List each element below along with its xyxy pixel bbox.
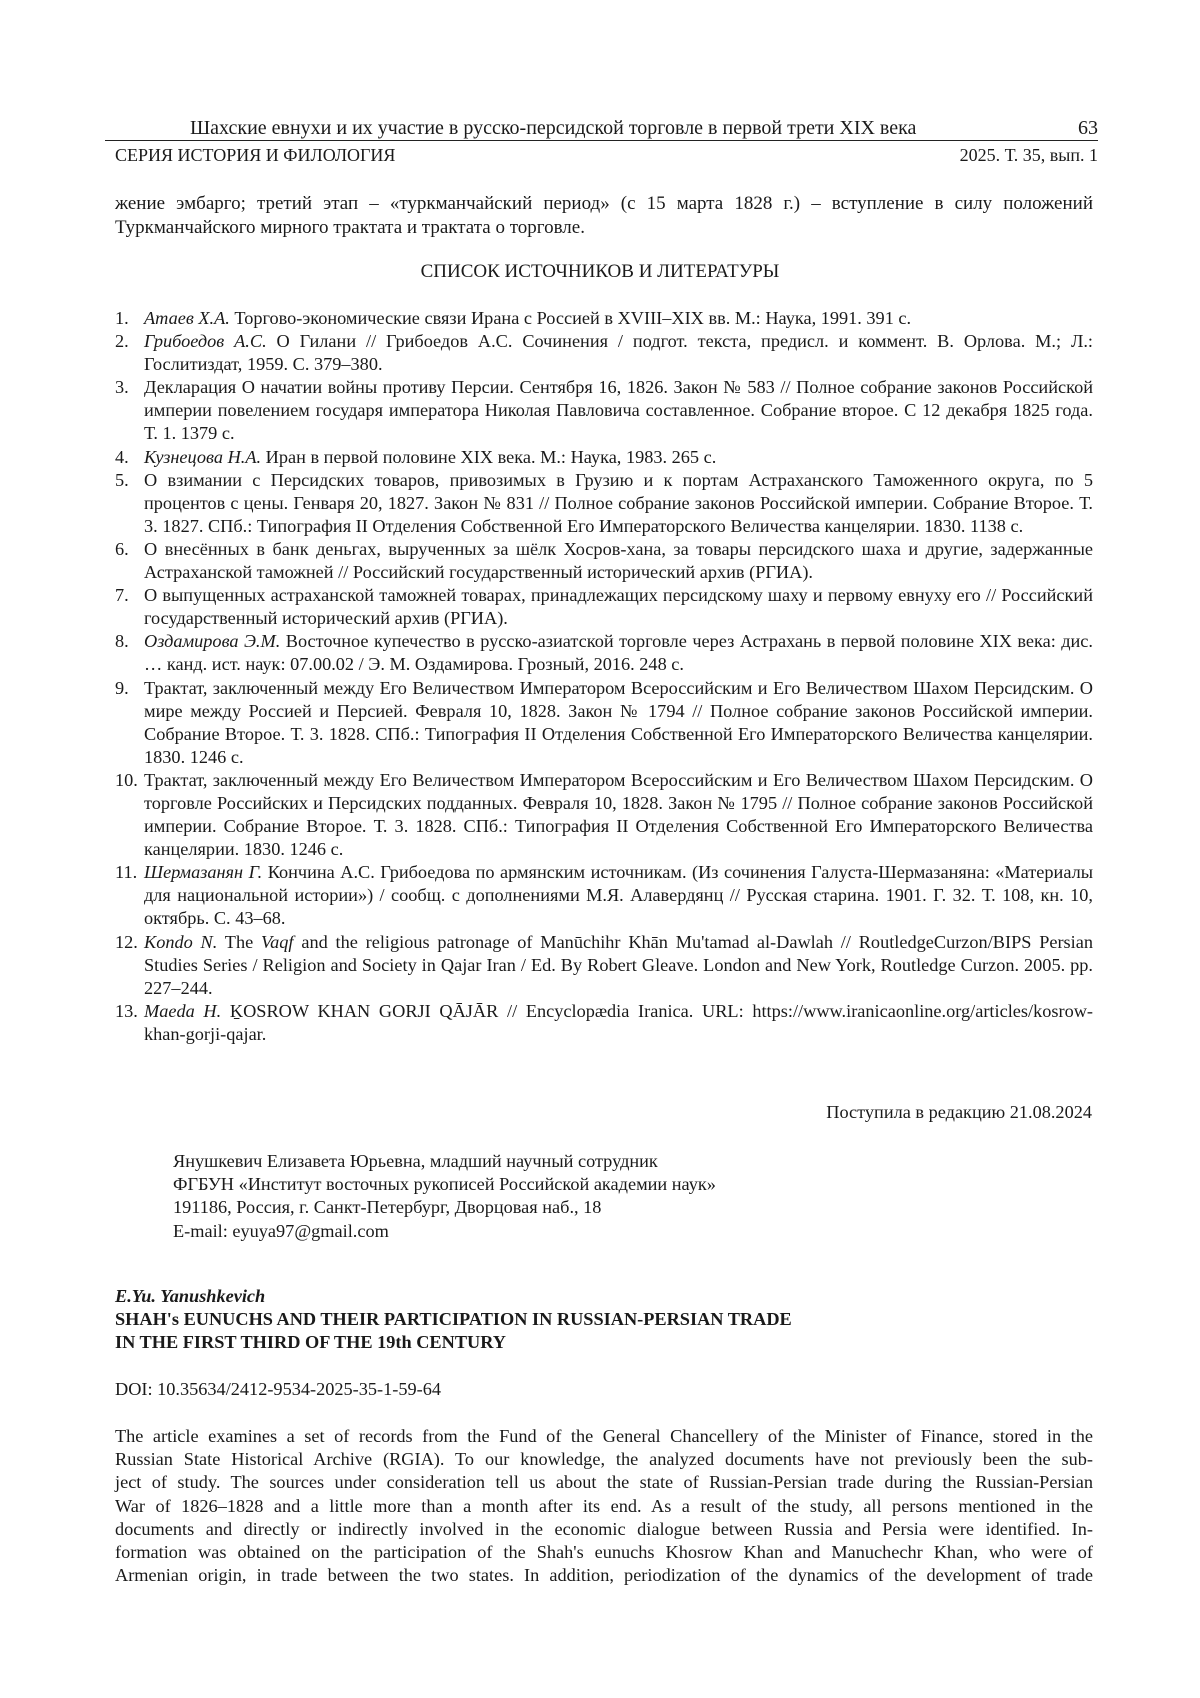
- reference-author: Kondo N.: [144, 932, 217, 952]
- reference-number: 10.: [115, 769, 138, 792]
- references-heading: СПИСОК ИСТОЧНИКОВ И ЛИТЕРАТУРЫ: [0, 260, 1200, 284]
- abstract-line: War of 1826–1828 and a little more than a month after its end. As a result of the study, all persons mentioned in the: [115, 1495, 1093, 1518]
- reference-number: 3.: [115, 376, 129, 399]
- reference-author: Кузнецова Н.А.: [144, 447, 261, 467]
- reference-author: Грибоедов А.С.: [144, 331, 267, 351]
- reference-number: 12.: [115, 931, 138, 954]
- reference-item: [115, 861, 1093, 930]
- abstract-line: formation was obtained on the participation of the Shah's eunuchs Khosrow Khan and Manuchechr Khan, who were of: [115, 1541, 1093, 1564]
- reference-number: 1.: [115, 307, 129, 330]
- abstract-line: Russian State Historical Archive (RGIA). To our knowledge, the analyzed documents have not previously been the sub-: [115, 1448, 1093, 1471]
- reference-number: 8.: [115, 630, 129, 653]
- continuation-paragraph: жение эмбарго; третий этап – «туркманчайский период» (с 15 марта 1828 г.) – вступление в силу положений Туркманчайского мирного трактата и трактата о торговле.: [115, 192, 1093, 239]
- reference-item: [115, 677, 1093, 769]
- reference-number: 5.: [115, 469, 129, 492]
- reference-number: 6.: [115, 538, 129, 561]
- reference-text: О внесённых в банк деньгах, вырученных за шёлк Хосров-хана, за товары персидского шаха и другие, за­держанные Астраханской таможней // Российский государственный исторический архив (РГИА).: [144, 539, 1093, 582]
- english-title-line: IN THE FIRST THIRD OF THE 19th CENTURY: [115, 1331, 792, 1354]
- reference-item: [115, 931, 1093, 1000]
- journal-page: [0, 0, 1200, 1698]
- reference-text: О Гилани // Грибоедов А.С. Сочинения / подгот. текста, предисл. и коммент. В. Орлова. М.; Л.: Гослитиздат, 1959. С. 379–380.: [144, 331, 1093, 374]
- reference-item: [115, 307, 1093, 330]
- issue-info: 2025. Т. 35, вып. 1: [960, 144, 1098, 166]
- reference-text: Декларация О начатии войны противу Персии. Сентября 16, 1826. Закон № 583 // Полное собрание законов Российской империи повелением государя императора Николая Павловича составленное. Собрание второе. С 12 декабря 1825 года. Т. 1. 1379 с.: [144, 377, 1093, 443]
- english-author: E.Yu. Yanushkevich: [115, 1285, 265, 1308]
- author-email: E-mail: eyuya97@gmail.com: [173, 1220, 716, 1243]
- reference-item: [115, 1000, 1093, 1046]
- references-list: [115, 307, 1093, 1046]
- reference-number: 11.: [115, 861, 137, 884]
- reference-number: 13.: [115, 1000, 138, 1023]
- reference-text: and the religious patronage of Manūchihr Khān Mu'tamad al-Dawlah // RoutledgeCurzon/BIPS Persian Studies Series / Religion and Society in Qajar Iran / Ed. By Robert Gleave. London and New York, Routledge Curzon. 2005. pp. 227–244.: [144, 932, 1093, 998]
- english-title: [115, 1308, 792, 1354]
- reference-item: [115, 584, 1093, 630]
- reference-item: [115, 469, 1093, 538]
- reference-text: Трактат, заключенный между Его Величеством Императором Всероссийским и Его Величеством Шахом Персидским. О мире между Россией и Персией. Февраля 10, 1828. Закон № 1794 // Полное собрание законов Российской империи. Собрание Второе. Т. 3. 1828. СПб.: Типография II Отделения Собственной Его Импе­раторского Величества канцелярии. 1830. 1246 с.: [144, 678, 1093, 767]
- abstract-line: ject of study. The sources under consideration tell us about the state of Russian-Persian trade during the Russian-Persian: [115, 1471, 1093, 1494]
- reference-number: 9.: [115, 677, 129, 700]
- reference-author: Шермазанян Г.: [144, 862, 262, 882]
- reference-number: 4.: [115, 446, 129, 469]
- author-address: 191186, Россия, г. Санкт-Петербург, Дворцовая наб., 18: [173, 1196, 716, 1219]
- author-info: [173, 1150, 716, 1243]
- author-name-position: Янушкевич Елизавета Юрьевна, младший научный сотрудник: [173, 1150, 716, 1173]
- reference-item: [115, 330, 1093, 376]
- abstract-line: Armenian origin, in trade between the two states. In addition, periodization of the dynamics of the development of trade: [115, 1564, 1093, 1587]
- reference-author: Атаев Х.А.: [144, 308, 230, 328]
- journal-series: СЕРИЯ ИСТОРИЯ И ФИЛОЛОГИЯ: [115, 144, 395, 166]
- reference-number: 7.: [115, 584, 129, 607]
- abstract-line: documents and directly or indirectly involved in the economic dialogue between Russia and Persia were identified. In-: [115, 1518, 1093, 1541]
- reference-text: The: [217, 932, 261, 952]
- reference-item: [115, 446, 1093, 469]
- reference-text: ḴOSROW KHAN GORJI QĀJĀR // Encyclopædia Iranica. URL: https://www.iranicaonline.org/articles/kosrow-khan-gorji-qajar.: [144, 1001, 1093, 1044]
- english-title-line: SHAH's EUNUCHS AND THEIR PARTICIPATION IN RUSSIAN-PERSIAN TRADE: [115, 1308, 792, 1331]
- reference-item: [115, 630, 1093, 676]
- reference-text: О выпущенных астраханской таможней товарах, принадлежащих персидскому шаху и первому евнуху его // Российский государственный исторический архив (РГИА).: [144, 585, 1093, 628]
- reference-text: О взимании с Персидских товаров, привозимых в Грузию и к портам Астраханского Таможенного округа, по 5 процентов с цены. Генваря 20, 1827. Закон № 831 // Полное собрание законов Российской империи. Собра­ние Второе. Т. 3. 1827. СПб.: Типография II Отделения Собственной Его Императорского Величества канце­лярии. 1830. 1138 с.: [144, 470, 1093, 536]
- reference-text: Иран в первой половине XIX века. М.: Наука, 1983. 265 с.: [261, 447, 716, 467]
- reference-number: 2.: [115, 330, 129, 353]
- page-number: 63: [1058, 116, 1098, 140]
- english-abstract: [115, 1425, 1093, 1587]
- reference-item: [115, 538, 1093, 584]
- reference-item: [115, 376, 1093, 445]
- running-title: Шахские евнухи и их участие в русско-персидской торговле в первой трети XIX века: [190, 116, 1010, 140]
- reference-text: Трактат, заключенный между Его Величеством Императором Всероссийским и Его Величеством Шахом Персидским. О торговле Российских и Персидских подданных. Февраля 10, 1828. Закон № 1795 // Полное собрание законов Российской империи. Собрание Второе. Т. 3. 1828. СПб.: Типография II Отделения Соб­ственной Его Императорского Величества канцелярии. 1830. 1246 с.: [144, 770, 1093, 859]
- author-affiliation: ФГБУН «Институт восточных рукописей Российской академии наук»: [173, 1173, 716, 1196]
- header-divider: [105, 140, 1098, 141]
- reference-author: Maeda H.: [144, 1001, 221, 1021]
- reference-text: Торгово-экономические связи Ирана с Россией в XVIII–XIX вв. М.: Наука, 1991. 391 с.: [230, 308, 911, 328]
- reference-author: Оздамирова Э.М.: [144, 631, 280, 651]
- abstract-line: The article examines a set of records from the Fund of the General Chancellery of the Minister of Finance, stored in the: [115, 1425, 1093, 1448]
- reference-text: Кончина А.С. Грибоедова по армянским источникам. (Из сочинения Галуста-Шермазаняна: «Материалы для национальной истории») / сообщ. с дополнениями М.Я. Алавердянц // Русская старина. 1901. Г. 32. Т. 108, кн. 10, октябрь. С. 43–68.: [144, 862, 1093, 928]
- doi: DOI: 10.35634/2412-9534-2025-35-1-59-64: [115, 1378, 441, 1401]
- reference-italic-term: Vaqf: [261, 932, 294, 952]
- received-date: Поступила в редакцию 21.08.2024: [826, 1101, 1092, 1124]
- reference-item: [115, 769, 1093, 861]
- reference-text: Восточное купечество в русско-азиатской торговле через Астрахань в первой половине XIX века: дис. … канд. ист. наук: 07.00.02 / Э. М. Оздамирова. Грозный, 2016. 248 с.: [144, 631, 1093, 674]
